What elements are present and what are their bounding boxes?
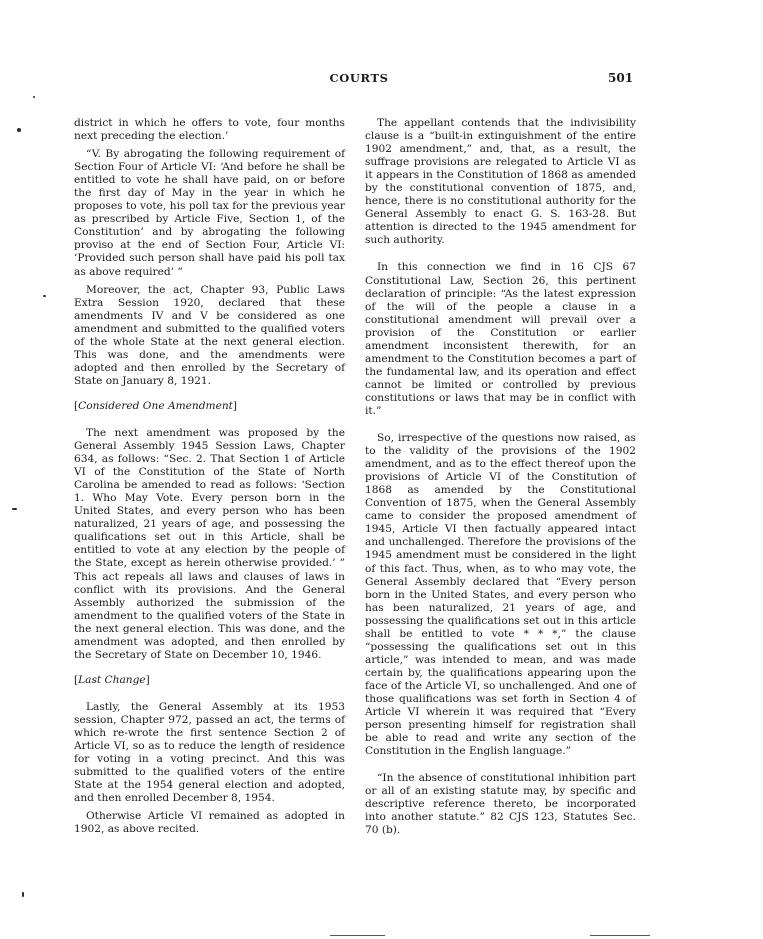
scan-speck bbox=[43, 295, 46, 297]
scan-speck bbox=[12, 508, 17, 510]
section-heading bbox=[74, 400, 345, 413]
left-column bbox=[74, 117, 345, 841]
scan-line bbox=[330, 935, 385, 936]
paragraph: The appellant contends that the indivisibility clause is a “built-in extinguishment of the entire 1902 amendment,” and, that, as a result, the suffrage provisions are relegated to Article VI as it appears in the Constitution of 1868 as amended by the constitutional convention of 1875, and, hence, there is no constitutional authority for the General Assembly to enact G. S. 163-28. But attention is directed to the 1945 amendment for such authority. bbox=[365, 117, 636, 247]
paragraph: In this connection we find in 16 CJS 67 Constitutional Law, Section 26, this pertinent declaration of principle: “As the latest expression of the will of the people a clause in a constitutional amendment will prevail over a provision of the Constitution or earlier amendment inconsistent therewith, for an amendment to the Constitution becomes a part of the fundamental law, and its operation and effect cannot be limited or controlled by previous constitutions or laws that may be in conflict with it.” bbox=[365, 261, 636, 417]
right-column bbox=[365, 117, 636, 842]
page-number: 501 bbox=[608, 71, 634, 85]
paragraph: Lastly, the General Assembly at its 1953 session, Chapter 972, passed an act, the terms of which re-wrote the first sentence Section 2 of Article VI, so as to reduce the length of residence for voting in a voting precinct. And this was submitted to the qualified voters of the entire State at the 1954 general election and adopted, and then enrolled December 8, 1954. bbox=[74, 700, 345, 805]
bracket-close: ] bbox=[232, 399, 238, 412]
scan-speck bbox=[22, 892, 24, 897]
paragraph: “V. By abrogating the following requirement of Section Four of Article VI: ‘And before he shall be entitled to vote he shall have paid, on or before the first day of May in the year in which he proposes to vote, his poll tax for the previous year as prescribed by Article Five, Section 1, of the Constitution’ and by abrogating the following proviso at the end of Section Four, Article VI: ‘Provided such person shall have paid his poll tax as above required’ ” bbox=[74, 148, 345, 278]
section-heading-text: Last Change bbox=[78, 673, 146, 686]
paragraph: Moreover, the act, Chapter 93, Public Laws Extra Session 1920, declared that these amendments IV and V be considered as one amendment and submitted to the qualified voters of the whole State at the next general election. This was done, and the amendments were adopted and then enrolled by the Secretary of State on January 8, 1921. bbox=[74, 283, 345, 387]
bracket-open: [ bbox=[74, 399, 79, 412]
section-heading bbox=[74, 674, 345, 687]
scan-speck bbox=[33, 96, 35, 98]
paragraph: The next amendment was proposed by the General Assembly 1945 Session Laws, Chapter 634, as follows: “Sec. 2. That Section 1 of Article VI of the Constitution of the State of North Carolina be amended to read as follows: ‘Section 1. Who May Vote. Every person born in the United States, and every person who has been naturalized, 21 years of age, and possessing the qualifications set out in this Article, shall be entitled to vote at any election by the people of the State, except as herein otherwise provided.’ ” This act repeals all laws and clauses of laws in conflict with its provisions. And the General Assembly authorized the submission of the amendment to the qualified voters of the State in the next general election. This was done, and the amendment was adopted, and then enrolled by the Secretary of State on December 10, 1946. bbox=[74, 426, 345, 661]
bracket-close: ] bbox=[145, 673, 150, 686]
running-title: COURTS bbox=[329, 71, 389, 85]
paragraph: So, irrespective of the questions now raised, as to the validity of the provisions of the 1902 amendment, and as to the effect thereof upon the provisions of Article VI of the Constitution of 1868 as amended by the Constitutional Convention of 1875, when the General Assembly came to consider the proposed amendment of 1945, Article VI then factually appeared intact and unchallenged. Therefore the provisions of the 1945 amendment must be considered in the light of this fact. Thus, when, as to who may vote, the General Assembly declared that “Every person born in the United States, and every person who has been naturalized, 21 years of age, and possessing the qualifications set out in this article shall be entitled to vote * * *,” the clause “possessing the qualifications set out in this article,” was intended to mean, and was made certain by, the qualifications appearing upon the face of the Article VI, so unchallenged. And one of those qualifications was set forth in Section 4 of Article VI wherein it was required that “Every person presenting himself for registration shall be able to read and write any section of the Constitution in the English language.” bbox=[365, 432, 636, 758]
section-heading-text: Considered One Amendment bbox=[78, 399, 233, 412]
scan-line bbox=[590, 935, 650, 936]
running-head bbox=[0, 71, 763, 87]
scan-speck bbox=[17, 128, 21, 132]
paragraph: district in which he offers to vote, four months next preceding the election.’ bbox=[74, 117, 345, 143]
paragraph: Otherwise Article VI remained as adopted in 1902, as above recited. bbox=[74, 810, 345, 836]
paragraph: “In the absence of constitutional inhibition part or all of an existing statute may, by specific and descriptive reference thereto, be incorporated into another statute.” 82 CJS 123, Statutes Sec. 70 (b). bbox=[365, 772, 636, 837]
bracket-open: [ bbox=[74, 673, 79, 686]
